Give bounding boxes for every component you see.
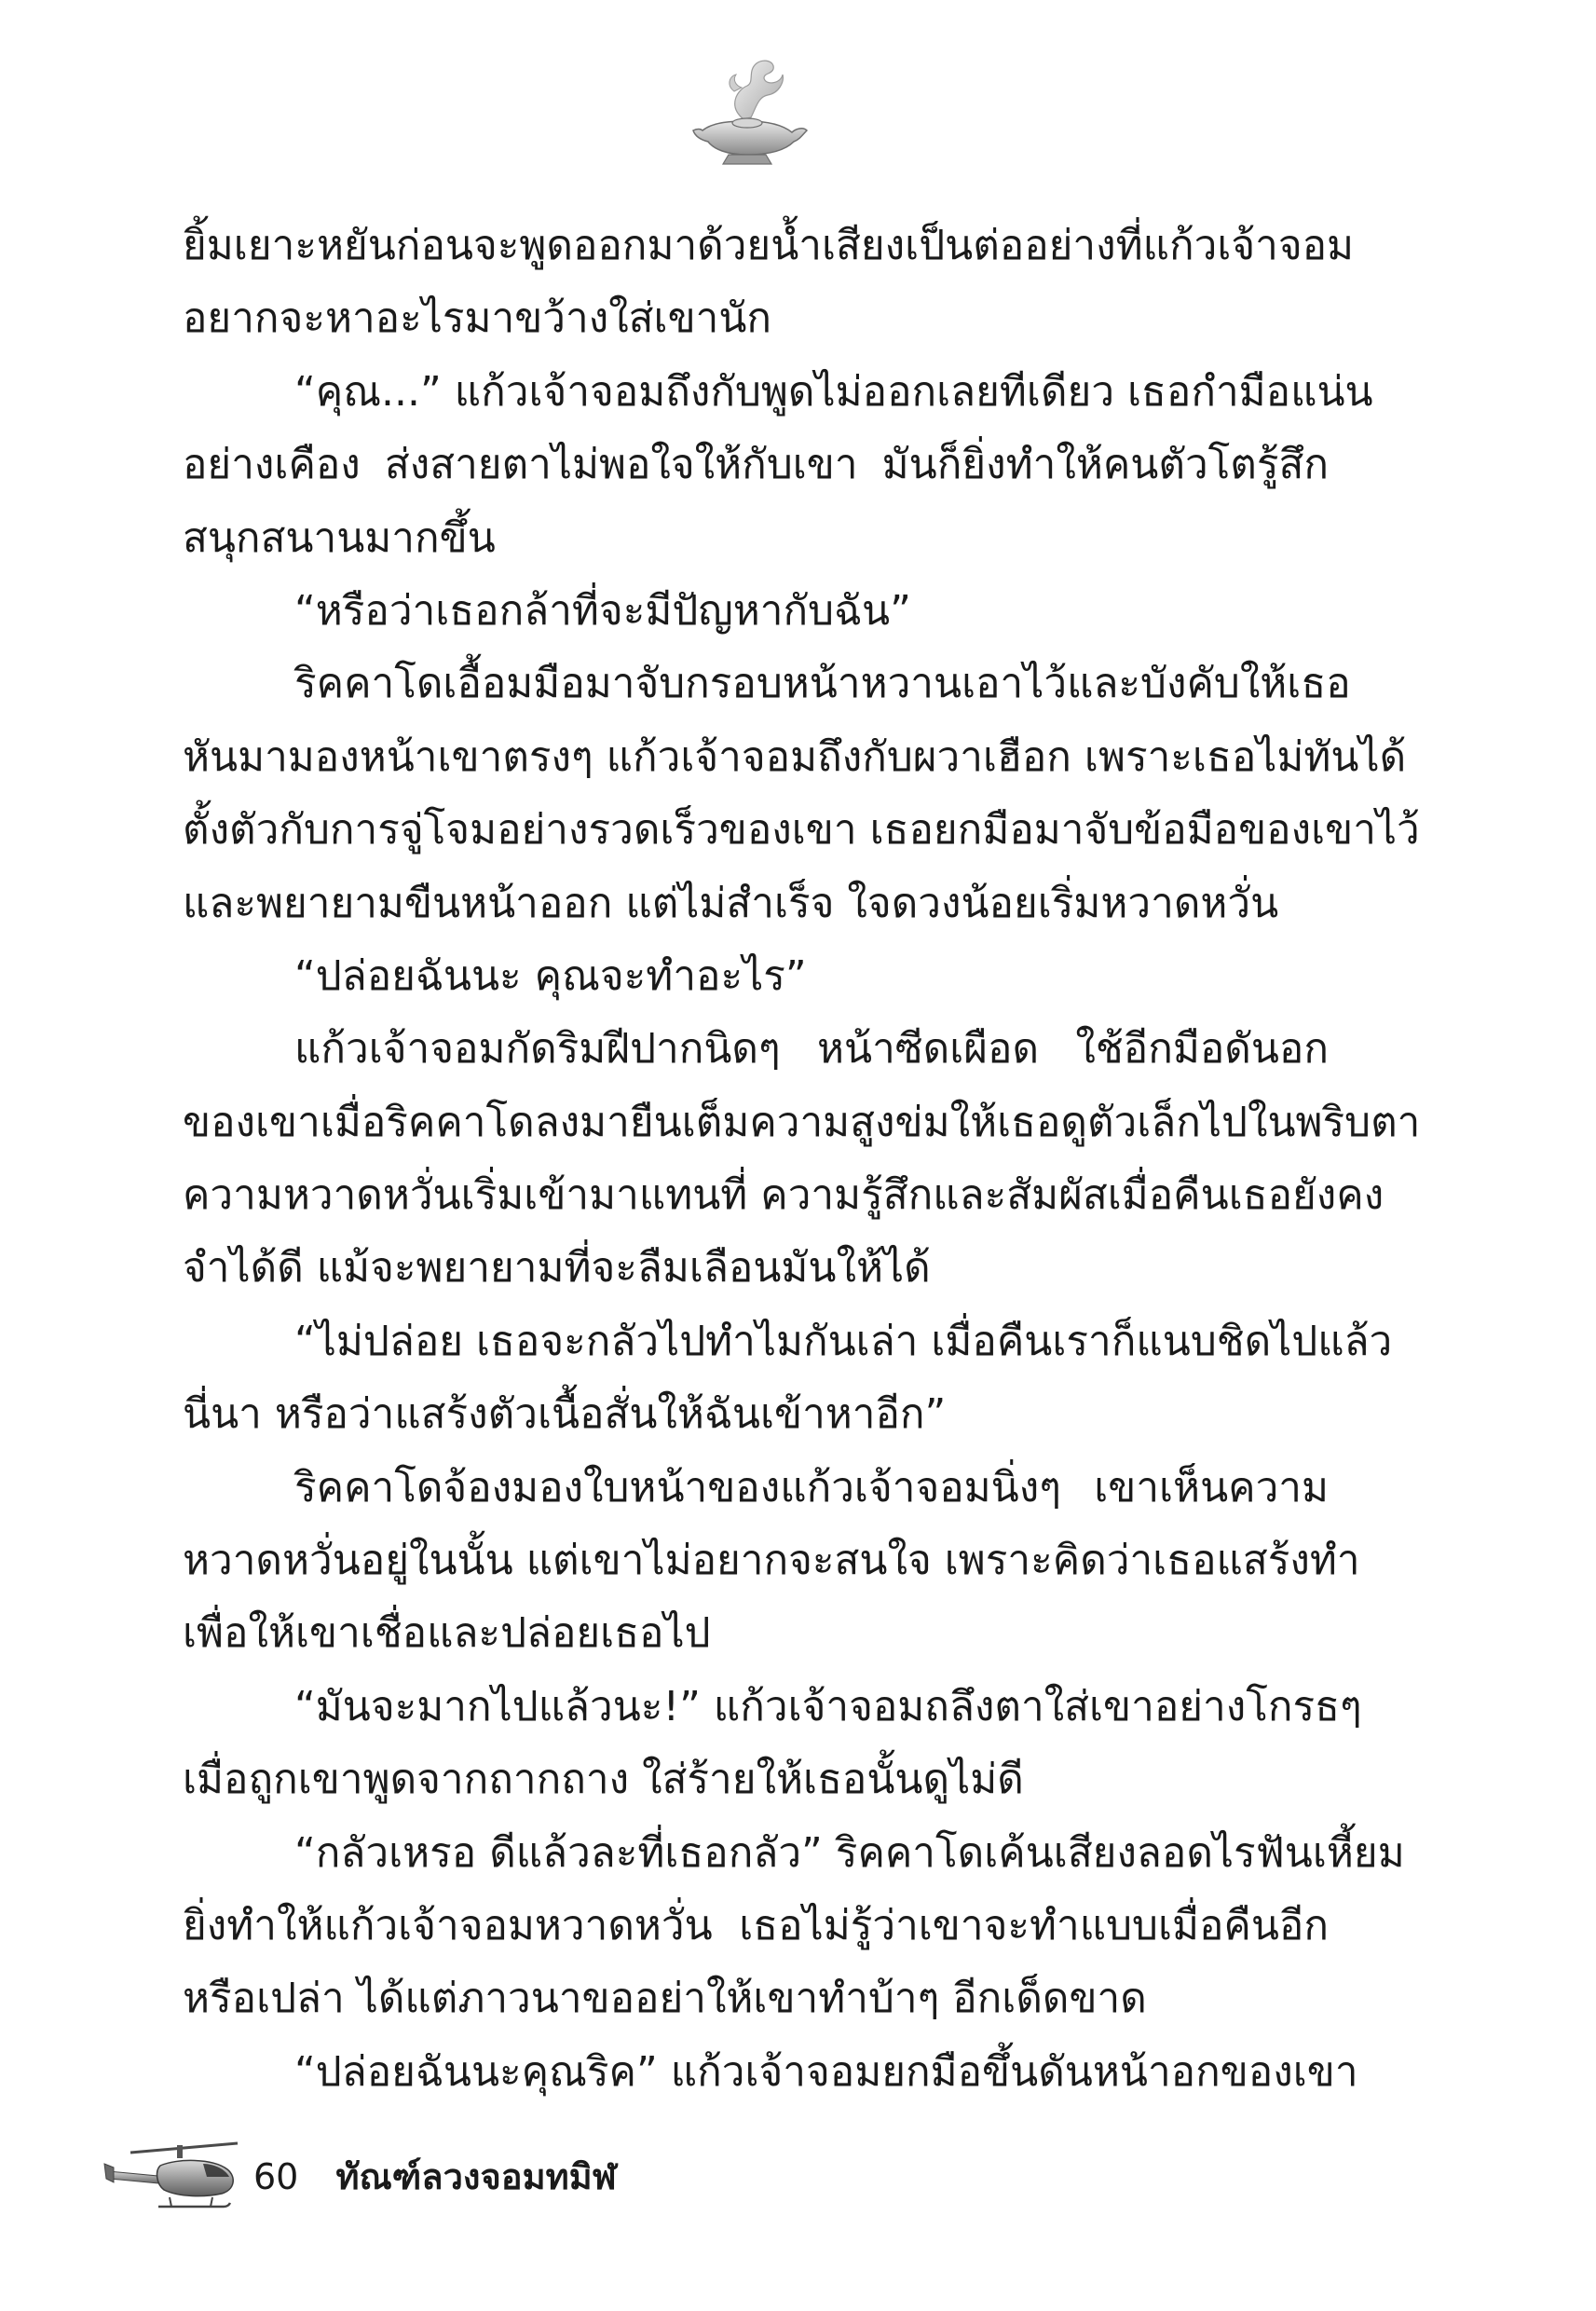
text-line: “หรือว่าเธอกล้าที่จะมีปัญหากับฉัน”: [294, 586, 911, 635]
text-line: จำได้ดี แม้จะพยายามที่จะลืมเลือนมันให้ได้: [183, 1244, 931, 1292]
text-line: ของเขาเมื่อริคคาโดลงมายืนเต็มความสูงข่มให้เธอดูตัวเล็กไปในพริบตา: [183, 1098, 1421, 1146]
text-line: “ปล่อยฉันนะ คุณจะทำอะไร”: [294, 951, 807, 1000]
book-title: ทัณฑ์ลวงจอมทมิฬ: [335, 2156, 617, 2197]
footer-text: [253, 2149, 617, 2205]
text-line: เพื่อให้เขาเชื่อและปล่อยเธอไป: [183, 1609, 711, 1658]
text-line: ตั้งตัวกับการจู่โจมอย่างรวดเร็วของเขา เธอยกมือมาจับข้อมือของเขาไว้: [183, 806, 1420, 855]
text-line: อย่างเคือง ส่งสายตาไม่พอใจให้กับเขา มันก็ยิ่งทำให้คนตัวโตรู้สึก: [183, 441, 1329, 489]
text-line: ยิ้มเยาะหยันก่อนจะพูดออกมาด้วยน้ำเสียงเป็นต่ออย่างที่แก้วเจ้าจอม: [183, 222, 1355, 269]
text-line: “ปล่อยฉันนะคุณริค” แก้วเจ้าจอมยกมือขึ้นดันหน้าอกของเขา: [294, 2047, 1358, 2096]
text-line: “มันจะมากไปแล้วนะ!” แก้วเจ้าจอมถลึงตาใส่เขาอย่างโกรธๆ: [294, 1682, 1362, 1730]
text-line: เมื่อถูกเขาพูดจากถากถาง ใส่ร้ายให้เธอนั้นดูไม่ดี: [183, 1756, 1024, 1804]
text-line: “ไม่ปล่อย เธอจะกลัวไปทำไมกันเล่า เมื่อคืนเราก็แนบชิดไปแล้ว: [294, 1317, 1393, 1365]
text-line: หันมามองหน้าเขาตรงๆ แก้วเจ้าจอมถึงกับผวาเฮือก เพราะเธอไม่ทันได้: [183, 732, 1407, 781]
text-line: ความหวาดหวั่นเริ่มเข้ามาแทนที่ ความรู้สึกและสัมผัสเมื่อคืนเธอยังคง: [183, 1171, 1385, 1220]
text-line: หรือเปล่า ได้แต่ภาวนาขออย่าให้เขาทำบ้าๆ อีกเด็ดขาด: [183, 1975, 1147, 2023]
text-line: “คุณ...” แก้วเจ้าจอมถึงกับพูดไม่ออกเลยทีเดียว เธอกำมือแน่น: [294, 367, 1373, 416]
page-number: 60: [253, 2156, 299, 2197]
text-line: หวาดหวั่นอยู่ในนั้น แต่เขาไม่อยากจะสนใจ เพราะคิดว่าเธอแสร้งทำ: [183, 1537, 1360, 1585]
text-line: สนุกสนานมากขึ้น: [183, 513, 496, 562]
text-line: “กลัวเหรอ ดีแล้วละที่เธอกลัว” ริคคาโดเค้นเสียงลอดไรฟันเหี้ยม: [294, 1828, 1405, 1877]
text-line: ยิ่งทำให้แก้วเจ้าจอมหวาดหวั่น เธอไม่รู้ว่าเขาจะทำแบบเมื่อคืนอีก: [183, 1901, 1329, 1949]
text-line: อยากจะหาอะไรมาขว้างใส่เขานัก: [183, 294, 772, 343]
genie-lamp-icon: [689, 54, 811, 171]
text-line: และพยายามขืนหน้าออก แต่ไม่สำเร็จ ใจดวงน้อยเริ่มหวาดหวั่น: [183, 879, 1279, 927]
text-line: ริคคาโดเอื้อมมือมาจับกรอบหน้าหวานเอาไว้และบังคับให้เธอ: [294, 660, 1351, 708]
page-footer: [102, 2123, 941, 2225]
body-text: [183, 210, 1421, 2109]
helicopter-icon: [102, 2123, 242, 2225]
text-line: นี่นา หรือว่าแสร้งตัวเนื้อสั่นให้ฉันเข้าหาอีก”: [183, 1390, 947, 1439]
text-line: ริคคาโดจ้องมองใบหน้าของแก้วเจ้าจอมนิ่งๆ เขาเห็นความ: [294, 1463, 1329, 1511]
text-line: แก้วเจ้าจอมกัดริมฝีปากนิดๆ หน้าซีดเผือด ใช้อีกมือดันอก: [294, 1025, 1329, 1073]
